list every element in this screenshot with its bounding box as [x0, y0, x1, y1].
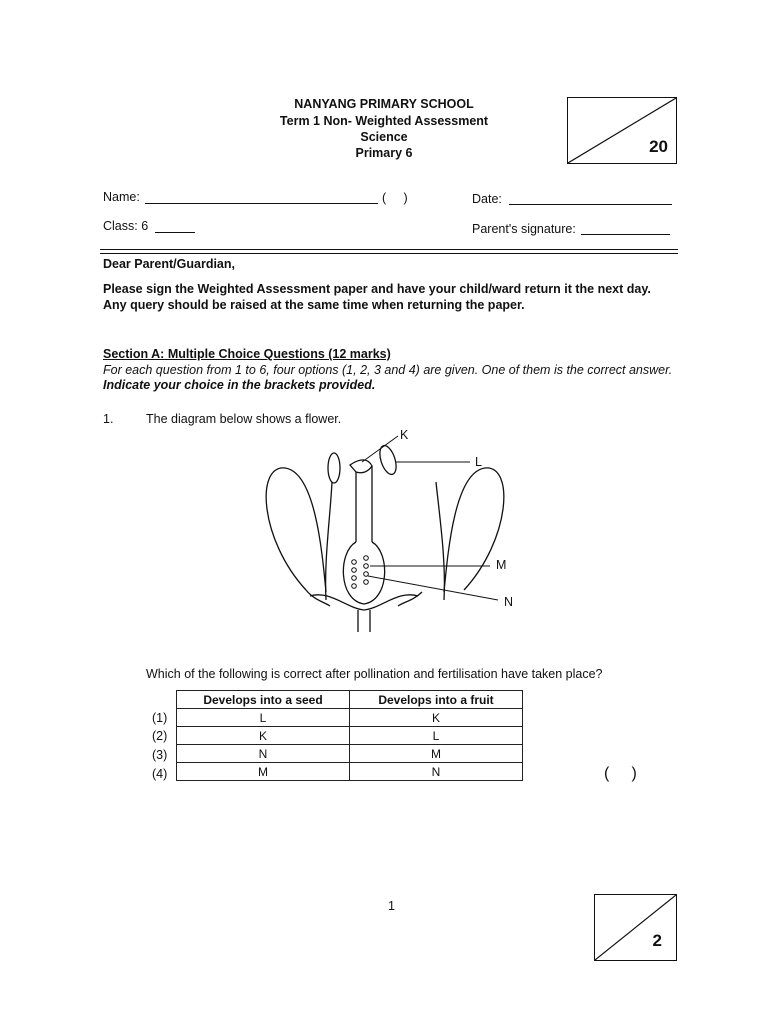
fruit-cell: K — [350, 709, 523, 727]
option-4-label[interactable]: (4) — [152, 767, 168, 781]
fruit-cell: L — [350, 727, 523, 745]
label-m: M — [496, 558, 507, 572]
fruit-cell: N — [350, 763, 523, 781]
section-a-instruction-1: For each question from 1 to 6, four options (1, 2, 3 and 4) are given. One of them is the correct answer. — [103, 363, 673, 377]
ovule — [364, 580, 369, 585]
class-field[interactable] — [155, 232, 195, 233]
label-line-n — [368, 576, 498, 600]
label-k: K — [400, 428, 409, 442]
notice-line-2: Any query should be raised at the same time when returning the paper. — [103, 298, 525, 312]
section-a-instruction-2: Indicate your choice in the brackets provided. — [103, 378, 376, 392]
seed-cell: L — [177, 709, 350, 727]
page-score-diagonal — [595, 895, 676, 960]
total-score: 20 — [649, 137, 668, 156]
subject: Science — [360, 130, 408, 144]
class-label: Class: 6 — [103, 219, 149, 233]
table-row — [177, 709, 523, 727]
label-l: L — [475, 455, 482, 469]
seed-cell: K — [177, 727, 350, 745]
header-seed: Develops into a seed — [177, 691, 350, 709]
salutation: Dear Parent/Guardian, — [103, 257, 235, 271]
stigma — [350, 460, 372, 473]
notice-line-1: Please sign the Weighted Assessment paper and have your child/ward return it the next day. — [103, 282, 651, 296]
divider-top — [100, 249, 678, 250]
ovule — [352, 584, 357, 589]
date-label: Date: — [472, 192, 502, 206]
sepal-right — [398, 592, 422, 606]
answer-table — [176, 690, 523, 781]
option-3-label[interactable]: (3) — [152, 748, 168, 762]
name-label: Name: — [103, 190, 140, 204]
petal-left — [266, 468, 326, 592]
divider-bottom — [100, 253, 678, 254]
ovule — [352, 560, 357, 565]
table-row — [177, 763, 523, 781]
table-row — [177, 745, 523, 763]
fruit-cell: M — [350, 745, 523, 763]
ovule — [352, 568, 357, 573]
question-prompt: Which of the following is correct after pollination and fertilisation have taken place? — [146, 667, 603, 681]
ovule — [352, 576, 357, 581]
label-n: N — [504, 595, 514, 609]
parent-signature-label: Parent's signature: — [472, 222, 576, 236]
filament-left — [326, 482, 332, 600]
name-field[interactable] — [145, 203, 378, 204]
date-field[interactable] — [509, 204, 672, 205]
page-score-box — [594, 894, 677, 961]
register-number-brackets[interactable]: ( ) — [382, 191, 408, 205]
seed-cell: M — [177, 763, 350, 781]
ovule — [364, 556, 369, 561]
total-score-box — [567, 97, 677, 164]
section-a-title: Section A: Multiple Choice Questions (12 marks) — [103, 347, 391, 361]
flower-diagram — [250, 420, 540, 640]
option-1-label[interactable]: (1) — [152, 711, 168, 725]
school-name: NANYANG PRIMARY SCHOOL — [294, 97, 474, 111]
anther-left — [328, 453, 340, 483]
ovule — [364, 564, 369, 569]
option-2-label[interactable]: (2) — [152, 729, 168, 743]
filament-right — [436, 482, 444, 600]
question-number: 1. — [103, 412, 114, 426]
page-score: 2 — [652, 931, 662, 950]
page-number: 1 — [388, 899, 395, 913]
table-header-row — [177, 691, 523, 709]
petal-right — [444, 468, 507, 592]
level: Primary 6 — [355, 146, 413, 160]
question-stem: The diagram below shows a flower. — [146, 412, 342, 426]
assessment-title: Term 1 Non- Weighted Assessment — [279, 114, 489, 128]
parent-signature-field[interactable] — [581, 234, 670, 235]
answer-brackets[interactable]: ( ) — [604, 765, 637, 782]
seed-cell: N — [177, 745, 350, 763]
header-fruit: Develops into a fruit — [350, 691, 523, 709]
table-row — [177, 727, 523, 745]
ovule — [364, 572, 369, 577]
